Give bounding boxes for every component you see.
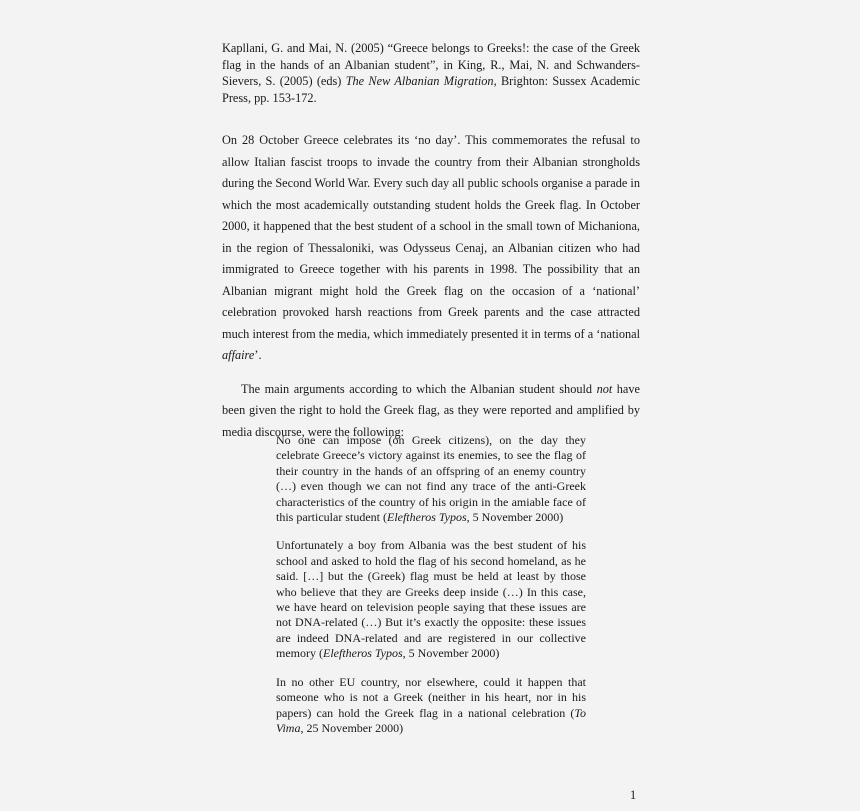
paragraph-1: On 28 October Greece celebrates its ‘no day’. This commemorates the refusal to allow Italian fascist troops to invade the country from their Albanian strongholds during the Second World War. Every such day all public schools organise a parade in which the most academically outstanding student holds the Greek flag. In October 2000, it happened that the best student of a school in the small town of Michaniona, in the region of Thessaloniki, was Odysseus Cenaj, an Albanian citizen who had immigrated to Greece together with his parents in 1998. The possibility that an Albanian migrant might hold the Greek flag on the occasion of a ‘national’ celebration provoked harsh reactions from Greek parents and the case attracted much interest from the media, which immediately presented it in terms of a ‘national affaire’. [222,133,640,362]
quote-source: To Vima [276,705,586,735]
quote-1: No one can impose (on Greek citizens), on the day they celebrate Greece’s victory against its enemies, to see the flag of their country in the hands of an offspring of an enemy country (…) even though we can not find any trace of the anti-Greek characteristics of the country of his origin in the amiable face of this particular student (Eleftheros Typos, 5 November 2000) [276,433,586,525]
paragraph-2: The main arguments according to which the Albanian student should not have been given the right to hold the Greek flag, as they were reported and amplified by media discourse, were the following: [222,381,640,439]
block-quotes [276,433,586,749]
reference-citation [222,40,640,106]
citation-text: Kapllani, G. and Mai, N. (2005) “Greece belongs to Greeks!: the case of the Greek flag in the hands of an Albanian student”, in King, R., Mai, N. and Schwanders-Sievers, S. (2005) (eds) The New Albanian Migration, Brighton: Sussex Academic Press, pp. 153-172. [222,41,640,105]
quote-2: Unfortunately a boy from Albania was the best student of his school and asked to hold the flag of his second homeland, as he said. […] but the (Greek) flag must be held at least by those who believe that they are Greeks deep inside (…) In this case, we have heard on television people saying that these issues are not DNA-related (…) But it’s exactly the opposite: these issues are indeed DNA-related and are registered in our collective memory (Eleftheros Typos, 5 November 2000) [276,538,586,661]
body-text [222,130,640,443]
quote-3: In no other EU country, nor elsewhere, could it happen that someone who is not a Greek (neither in his heart, nor in his papers) can hold the Greek flag in a national celebration (To Vima, 25 November 2000) [276,674,586,735]
quote-source: Eleftheros Typos [386,510,467,525]
book-title: The New Albanian Migration [345,74,494,88]
page-number: 1 [630,788,637,802]
quote-source: Eleftheros Typos [323,646,403,661]
